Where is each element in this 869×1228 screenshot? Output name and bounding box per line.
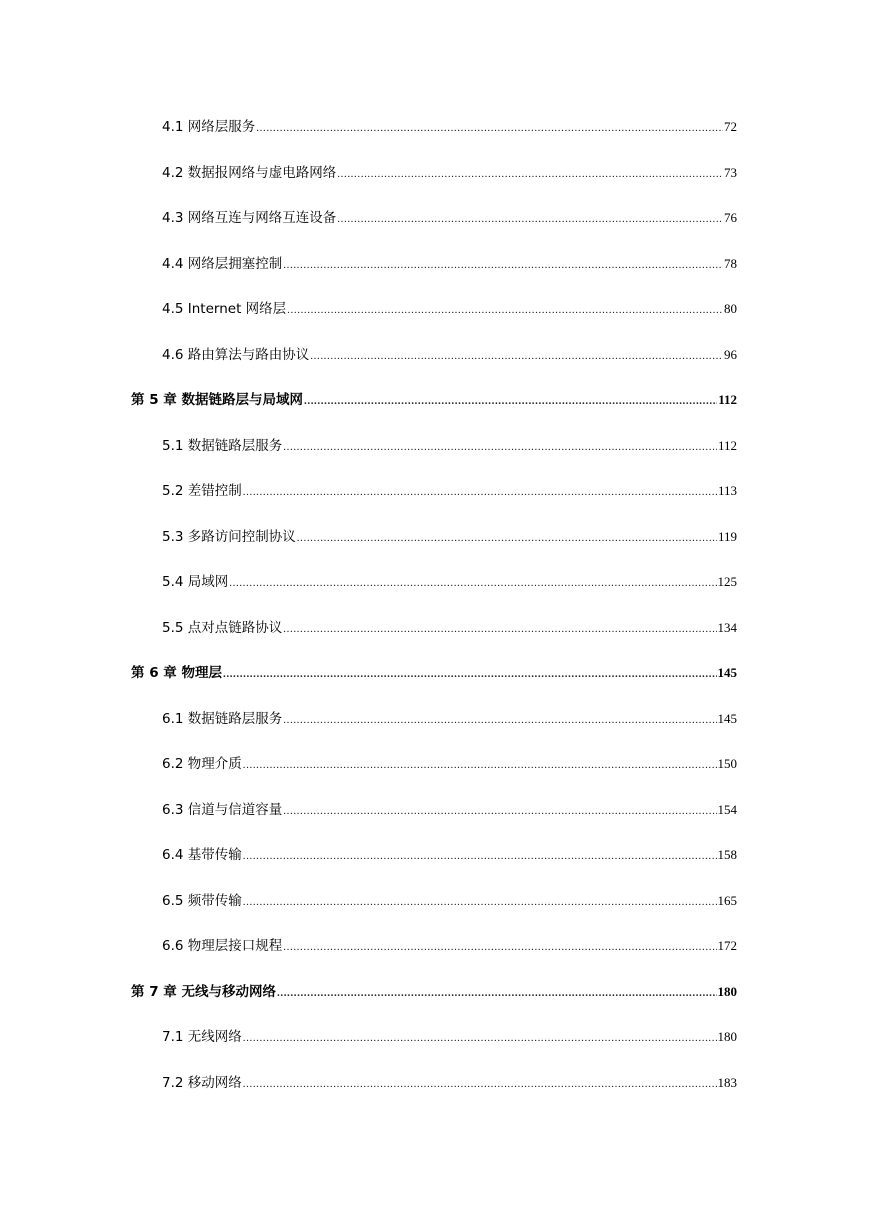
toc-entry-5-4[interactable] [162,572,737,592]
toc-entry-page: 183 [717,1075,737,1090]
toc-entry-page: 158 [717,847,737,862]
toc-entry-page: 96 [724,347,737,362]
toc-dot-leader [337,209,723,229]
toc-entry-4-4[interactable] [162,254,737,274]
toc-entry-label: 5.1 数据链路层服务 [162,438,283,454]
toc-dot-leader [310,346,723,366]
toc-entry-5-1[interactable] [162,436,737,456]
toc-entry-label: 6.4 基带传输 [162,847,242,863]
toc-entry-6-3[interactable] [162,800,737,820]
toc-dot-leader [229,573,716,593]
toc-entry-5-3[interactable] [162,527,737,547]
toc-entry-4-5[interactable] [162,299,737,319]
toc-entry-page: 145 [717,665,737,680]
toc-dot-leader [287,300,723,320]
toc-entry-label: 4.1 网络层服务 [162,119,256,135]
toc-entry-6-1[interactable] [162,709,737,729]
toc-entry-label: 4.3 网络互连与网络互连设备 [162,210,337,226]
toc-entry-page: 119 [717,529,737,544]
toc-entry-chapter-6[interactable] [131,663,737,683]
toc-entry-page: 180 [717,984,737,999]
toc-dot-leader [277,983,717,1003]
toc-entry-7-1[interactable] [162,1027,737,1047]
toc-dot-leader [283,937,716,957]
toc-entry-label: 6.3 信道与信道容量 [162,802,283,818]
toc-entry-page: 113 [717,483,737,498]
toc-dot-leader [283,801,716,821]
toc-entry-4-3[interactable] [162,208,737,228]
toc-entry-7-2[interactable] [162,1073,737,1093]
toc-entry-label: 6.1 数据链路层服务 [162,711,283,727]
toc-entry-label: 7.1 无线网络 [162,1029,242,1045]
toc-entry-page: 112 [717,438,737,453]
toc-entry-6-5[interactable] [162,891,737,911]
toc-entry-label: 6.5 频带传输 [162,893,242,909]
toc-entry-label: 4.6 路由算法与路由协议 [162,347,310,363]
toc-dot-leader [243,892,717,912]
toc-dot-leader [297,528,717,548]
toc-entry-page: 180 [717,1029,737,1044]
toc-dot-leader [243,846,717,866]
toc-entry-page: 112 [718,392,737,407]
toc-entry-label: 5.2 差错控制 [162,483,242,499]
toc-dot-leader [283,255,723,275]
toc-entry-page: 78 [724,256,737,271]
toc-entry-5-2[interactable] [162,481,737,501]
toc-entry-page: 150 [717,756,737,771]
toc-entry-chapter-5[interactable] [131,390,737,410]
toc-entry-6-4[interactable] [162,845,737,865]
toc-dot-leader [283,437,717,457]
toc-entry-4-2[interactable] [162,163,737,183]
toc-entry-page: 72 [724,119,737,134]
toc-entry-page: 172 [717,938,737,953]
toc-entry-label: 5.3 多路访问控制协议 [162,529,296,545]
toc-entry-label: 第 6 章 物理层 [131,665,222,681]
toc-dot-leader [243,755,717,775]
toc-entry-label: 第 5 章 数据链路层与局域网 [131,392,303,408]
toc-entry-label: 6.6 物理层接口规程 [162,938,283,954]
toc-entry-5-5[interactable] [162,618,737,638]
toc-entry-page: 73 [724,165,737,180]
toc-entry-4-6[interactable] [162,345,737,365]
toc-dot-leader [283,619,716,639]
toc-dot-leader [337,164,723,184]
toc-dot-leader [243,1028,717,1048]
toc-entry-6-2[interactable] [162,754,737,774]
toc-entry-page: 154 [717,802,737,817]
toc-dot-leader [283,710,716,730]
toc-entry-label: 7.2 移动网络 [162,1075,242,1091]
toc-entry-6-6[interactable] [162,936,737,956]
toc-entry-page: 80 [724,301,737,316]
toc-entry-label: 4.4 网络层拥塞控制 [162,256,283,272]
toc-dot-leader [243,1074,717,1094]
toc-entry-4-1[interactable] [162,117,737,137]
toc-entry-page: 125 [717,574,737,589]
toc-entry-chapter-7[interactable] [131,982,737,1002]
toc-entry-page: 145 [717,711,737,726]
toc-entry-label: 第 7 章 无线与移动网络 [131,984,276,1000]
toc-entry-label: 5.5 点对点链路协议 [162,620,283,636]
toc-entry-label: 4.2 数据报网络与虚电路网络 [162,165,337,181]
toc-entry-page: 76 [724,210,737,225]
toc-entry-page: 165 [717,893,737,908]
toc-entry-label: 4.5 Internet 网络层 [162,301,287,317]
toc-dot-leader [304,391,717,411]
toc-dot-leader [223,664,717,684]
toc-dot-leader [256,118,723,138]
toc-entry-label: 5.4 局域网 [162,574,229,590]
toc-entry-page: 134 [717,620,737,635]
toc-entry-label: 6.2 物理介质 [162,756,242,772]
toc-dot-leader [243,482,717,502]
